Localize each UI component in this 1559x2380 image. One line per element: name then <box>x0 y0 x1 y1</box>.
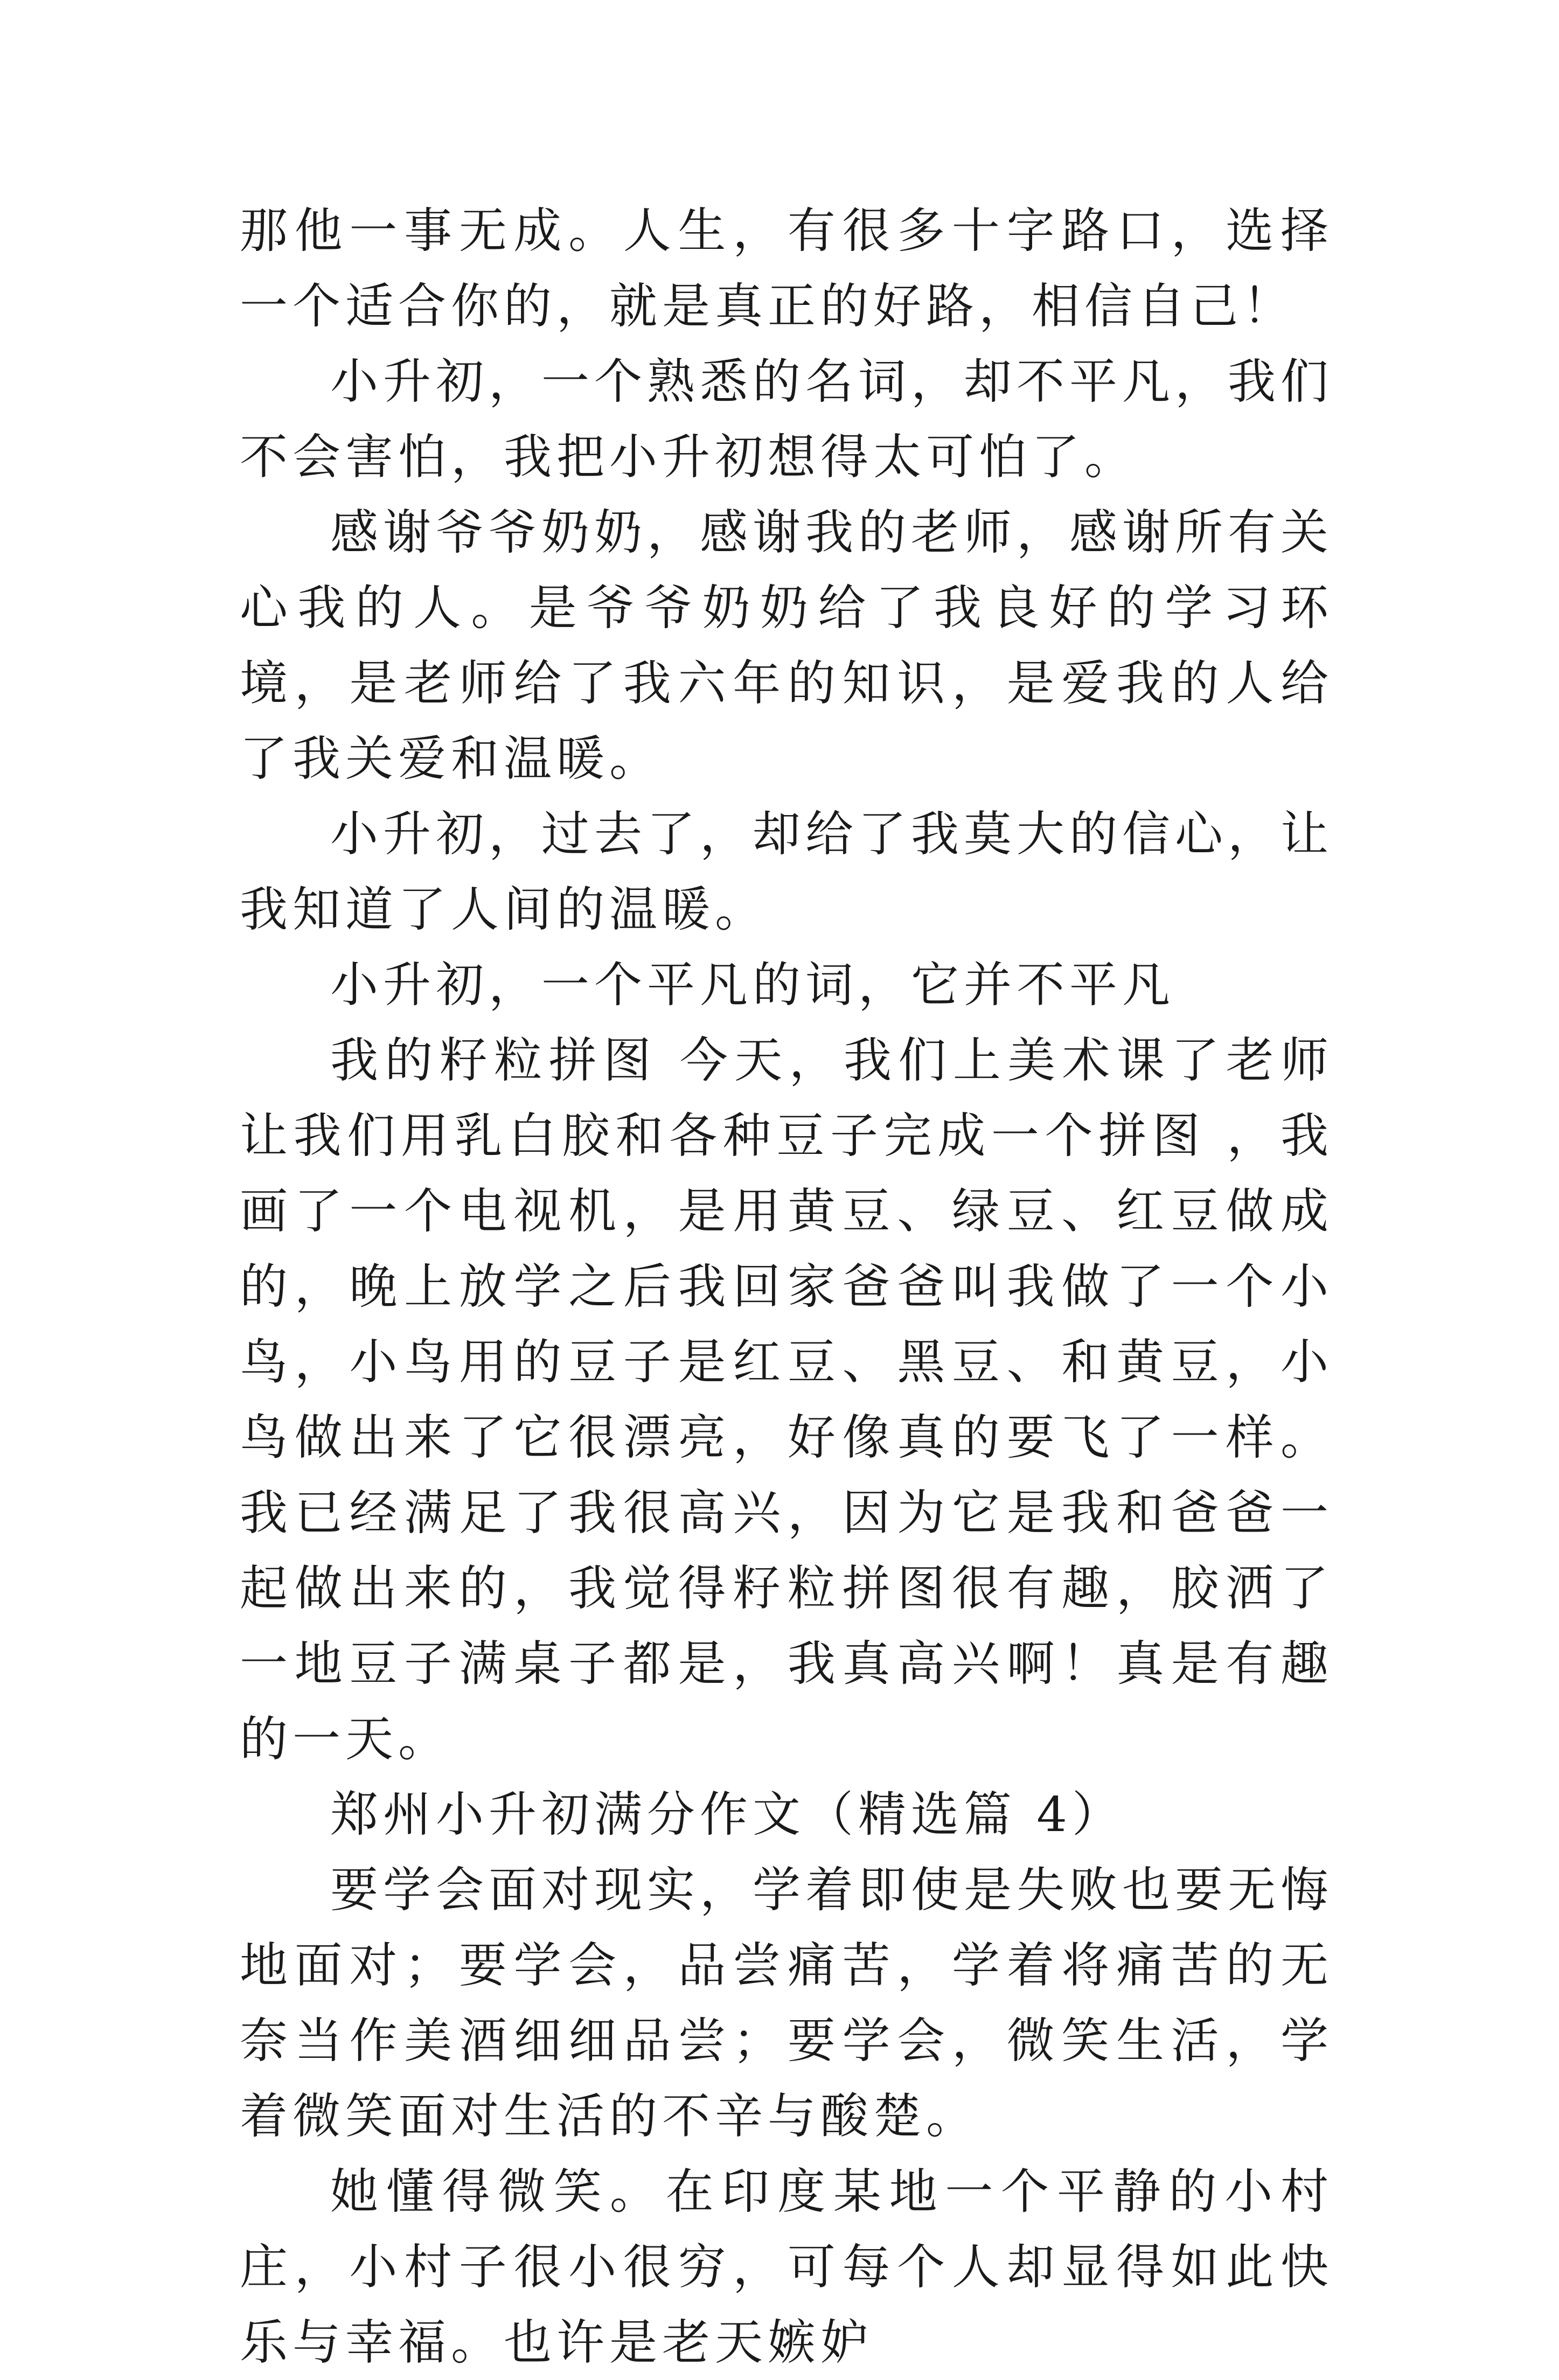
paragraph-not-ordinary: 小升初，一个平凡的词，它并不平凡 <box>330 957 1175 1013</box>
paragraph-bean-mosaic: 我的籽粒拼图 今天，我们上美术课了老师让我们用乳白胶和各种豆子完成一个拼图 ，我画了一个电视机，是用黄豆、绿豆、红豆做成的，晚上放学之后我回家爸爸叫我做了一个小鸟，小鸟用的豆子是红豆、黑豆、和黄豆，小鸟做出来了它很漂亮，好像真的要飞了一样。 我已经满足了我很高兴，因为它是我和爸爸一起做出来的，我觉得籽粒拼图很有趣，胶洒了一地豆子满桌子都是，我真高兴啊！真是有趣的一天。 <box>240 1032 1333 1767</box>
paragraph-thanks: 感谢爷爷奶奶，感谢我的老师，感谢所有关心我的人。是爷爷奶奶给了我良好的学习环境，是老师给了我六年的知识，是爱我的人给了我关爱和温暖。 <box>240 504 1333 787</box>
paragraph-smile: 她懂得微笑。在印度某地一个平静的小村庄，小村子很小很穷，可每个人却显得如此快乐与幸福。也许是老天嫉妒 <box>240 2163 1333 2370</box>
document-body <box>240 193 1333 2380</box>
paragraph-face-reality: 要学会面对现实，学着即使是失败也要无悔地面对；要学会，品尝痛苦，学着将痛苦的无奈当作美酒细细品尝；要学会，微笑生活，学着微笑面对生活的不辛与酸楚。 <box>240 1862 1333 2144</box>
paragraph-confidence: 小升初，过去了，却给了我莫大的信心，让我知道了人间的温暖。 <box>240 806 1333 937</box>
paragraph-continued: 那他一事无成。人生，有很多十字路口，选择一个适合你的，就是真正的好路，相信自己！ <box>240 203 1333 334</box>
section-heading: 郑州小升初满分作文（精选篇 4） <box>330 1786 1125 1842</box>
paragraph-xiaoshengchu-intro: 小升初，一个熟悉的名词，却不平凡，我们不会害怕，我把小升初想得太可怕了。 <box>240 353 1333 485</box>
